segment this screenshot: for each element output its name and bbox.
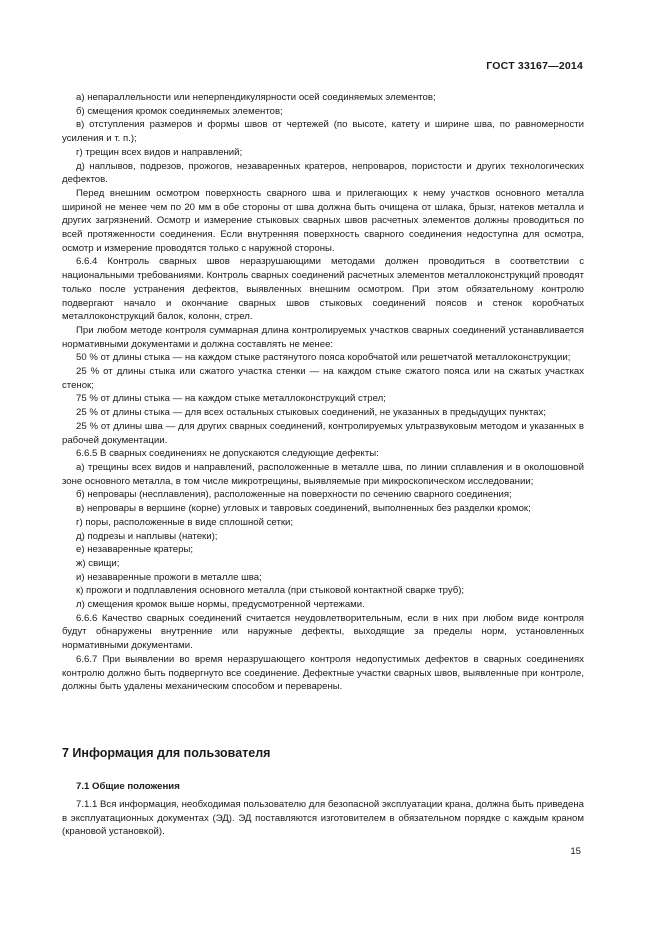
paragraph: в) отступления размеров и формы швов от чертежей (по высоте, катету и ширине шва, по равномерности усиления и т. п.); bbox=[62, 119, 584, 145]
paragraph: д) наплывов, подрезов, прожогов, незаваренных кратеров, непроваров, пористости и других технологических дефектов. bbox=[62, 160, 584, 186]
page-number: 15 bbox=[570, 846, 581, 857]
paragraph: 6.6.5 В сварных соединениях не допускаются следующие дефекты: bbox=[76, 448, 379, 460]
paragraph: и) незаваренные прожоги в металле шва; bbox=[76, 571, 262, 583]
paragraph: При любом методе контроля суммарная длина контролируемых участков сварных соединений устанавливается нормативными документами и должна составлять не менее: bbox=[62, 324, 584, 350]
paragraph: е) незаваренные кратеры; bbox=[76, 544, 194, 556]
paragraph: ж) свищи; bbox=[76, 557, 120, 569]
paragraph: г) поры, расположенные в виде сплошной сетки; bbox=[76, 516, 294, 528]
section-heading: 7 Информация для пользователя bbox=[62, 746, 271, 760]
paragraph: 7.1.1 Вся информация, необходимая пользователю для безопасной эксплуатации крана, должна быть приведена в эксплуатационных документах (ЭД). ЭД поставляются изготовителем в обязательном порядке с каждым краном (крановой установкой). bbox=[62, 799, 584, 838]
paragraph: д) подрезы и наплывы (натеки); bbox=[76, 530, 218, 542]
paragraph: 25 % от длины шва — для других сварных соединений, контролируемых ультразвуковым методом и указанных в рабочей документации. bbox=[62, 420, 584, 446]
body-text bbox=[62, 91, 584, 694]
paragraph: л) смещения кромок выше нормы, предусмотренной чертежами. bbox=[76, 599, 365, 611]
paragraph: Перед внешним осмотром поверхность сварного шва и прилегающих к нему участков основного металла шириной не менее чем по 20 мм в обе стороны от шва должна быть очищена от шлака, брызг, натеков металла и других загрязнений. Осмотр и измерение стыковых сварных швов расчетных элементов должны проводиться по всей протяженности соединения. Если внутренняя поверхность сварного соединения недоступна для осмотра, осмотр и измерение проводятся только с наружной стороны. bbox=[62, 187, 584, 254]
standard-header: ГОСТ 33167—2014 bbox=[486, 60, 583, 72]
paragraph: б) непровары (несплавления), расположенные на поверхности по сечению сварного соединения; bbox=[76, 489, 512, 501]
paragraph: а) трещины всех видов и направлений, расположенные в металле шва, по линии сплавления и в околошовной зоне основного металла, в том числе микротрещины, выявляемые при микроскопическом исследовании; bbox=[62, 461, 584, 487]
paragraph: а) непараллельности или неперпендикулярности осей соединяемых элементов; bbox=[76, 92, 436, 103]
subsection-heading: 7.1 Общие положения bbox=[76, 781, 180, 792]
paragraph: 25 % от длины стыка — для всех остальных стыковых соединений, не указанных в предыдущих пунктах; bbox=[76, 407, 546, 419]
paragraph: 50 % от длины стыка — на каждом стыке растянутого пояса коробчатой или решетчатой металлоконструкции; bbox=[76, 352, 571, 364]
paragraph: к) прожоги и подплавления основного металла (при стыковой контактной сварке труб); bbox=[76, 585, 465, 597]
paragraph: г) трещин всех видов и направлений; bbox=[76, 146, 243, 158]
paragraph: 75 % от длины стыка — на каждом стыке металлоконструкций стрел; bbox=[76, 393, 386, 405]
section-body bbox=[62, 798, 584, 839]
paragraph: 25 % от длины стыка или сжатого участка стенки — на каждом стыке сжатого пояса или на сжатых участках стенок; bbox=[62, 366, 584, 391]
paragraph: 6.6.6 Качество сварных соединений считается неудовлетворительным, если в них при любом виде контроля будут обнаружены внутренние или наружные дефекты, выходящие за пределы норм, установленных нормативными документами. bbox=[62, 612, 584, 652]
paragraph: 6.6.4 Контроль сварных швов неразрушающими методами должен проводиться в соответствии с национальными требованиями. Контроль сварных соединений расчетных элементов металлоконструкций проводят только после устранения дефектов, выявленных внешним осмотром. При этом обязательному контролю подвергают начало и окончание сварных швов стыковых соединений поясов и стенок коробчатых металлоконструкций балок, колонн, стрел. bbox=[62, 256, 584, 323]
paragraph: 6.6.7 При выявлении во время неразрушающего контроля недопустимых дефектов в сварных соединениях контролю должно быть подвергнуто все соединение. Дефектные участки сварных швов, выявленные при контроле, должны быть удалены механическим способом и переварены. bbox=[62, 653, 584, 693]
paragraph: б) смещения кромок соединяемых элементов; bbox=[76, 105, 283, 117]
paragraph: в) непровары в вершине (корне) угловых и тавровых соединений, выполненных без разделки кромок; bbox=[76, 503, 531, 515]
